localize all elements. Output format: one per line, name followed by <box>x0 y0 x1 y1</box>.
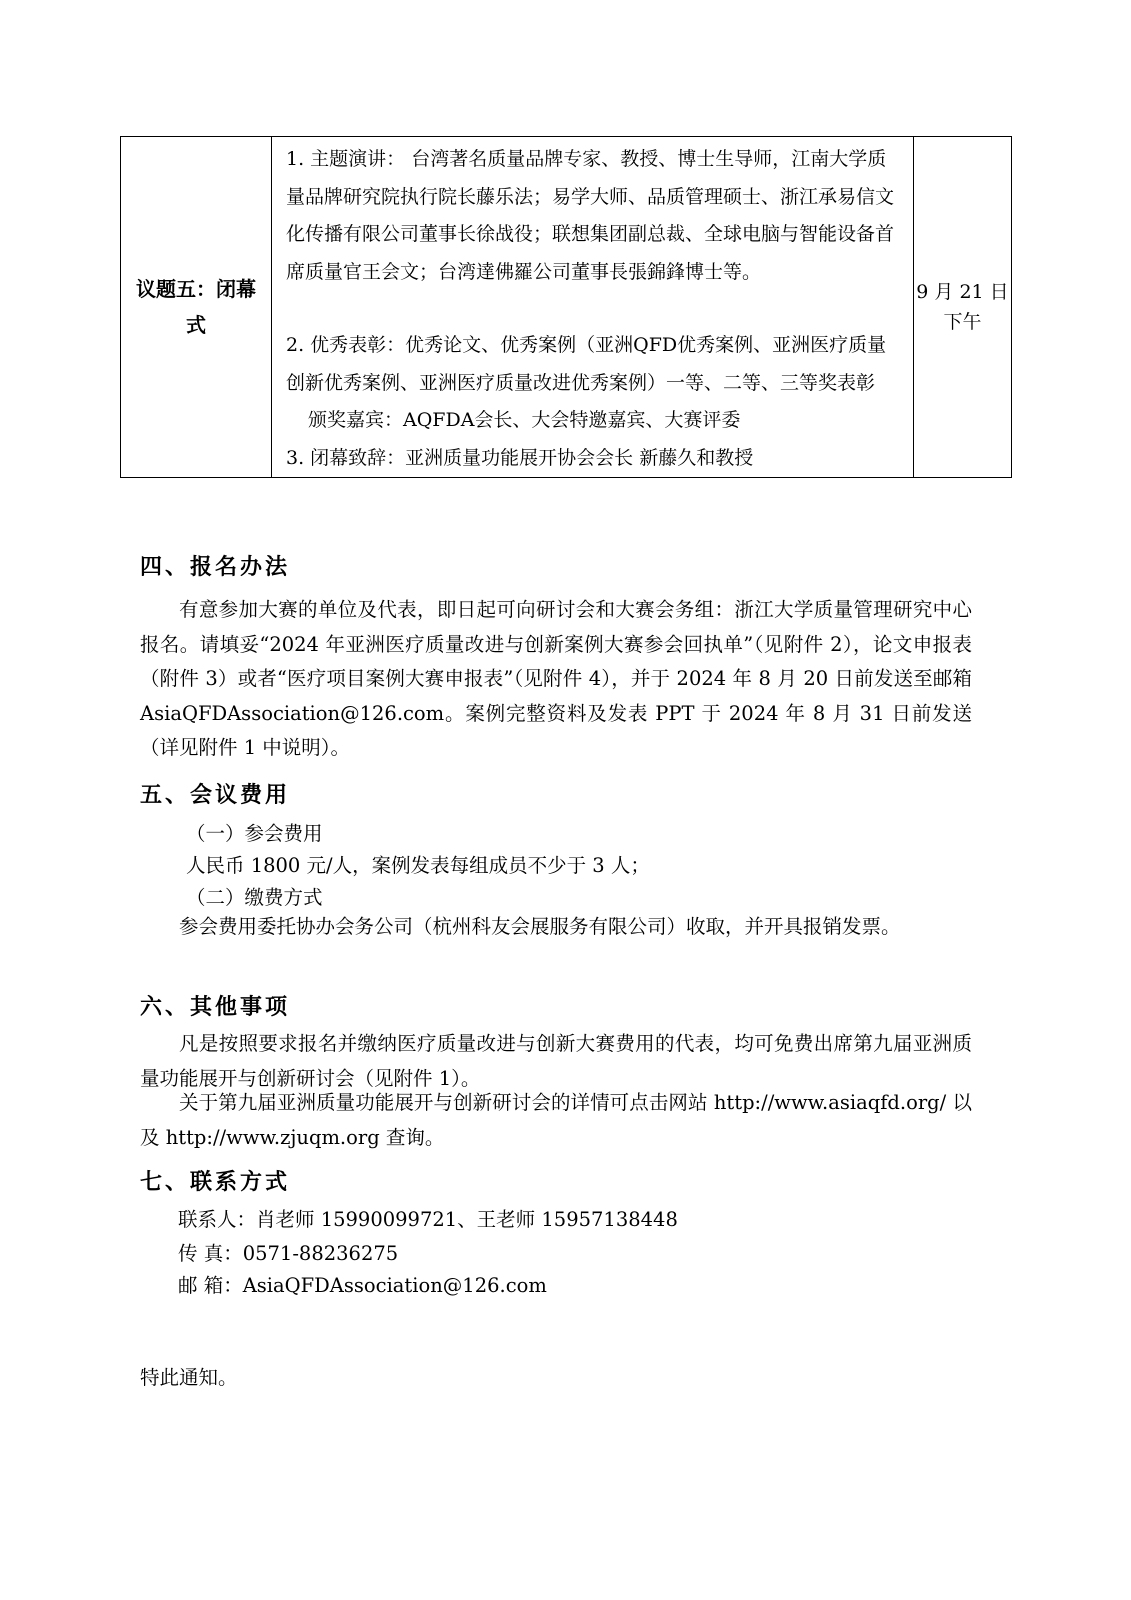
agenda-item-awards: 2. 优秀表彰：优秀论文、优秀案例（亚洲QFD优秀案例、亚洲医疗质量创新优秀案例、亚洲医疗质量改进优秀案例）一等、二等、三等奖表彰 <box>286 334 887 394</box>
agenda-topic: 议题五：闭幕式 <box>136 277 256 337</box>
fax-row <box>178 1238 398 1266</box>
closing-remark: 特此通知。 <box>140 1366 238 1389</box>
agenda-table <box>120 136 1012 478</box>
section-heading-fees: 五、会议费用 <box>140 782 291 808</box>
agenda-item-presenters: 颁奖嘉宾：AQFDA会长、大会特邀嘉宾、大赛评委 <box>308 409 741 431</box>
email-row <box>178 1270 547 1298</box>
agenda-row <box>121 137 1012 478</box>
payment-paragraph: 参会费用委托协办会务公司（杭州科友会展服务有限公司）收取，并开具报销发票。 <box>179 915 901 938</box>
contact-person-value: 肖老师 15990099721、王老师 15957138448 <box>256 1208 678 1231</box>
other-paragraph-2: 关于第九届亚洲质量功能展开与创新研讨会的详情可点击网站 http://www.asiaqfd.org/ 以及 http://www.zjuqm.org 查询。 <box>140 1091 972 1149</box>
section-heading-registration: 四、报名办法 <box>140 554 291 580</box>
section-heading-contact: 七、联系方式 <box>140 1169 291 1195</box>
agenda-item-closing-speech: 3. 闭幕致辞：亚洲质量功能展开协会会长 新藤久和教授 <box>286 446 754 469</box>
fax-label: 传 真： <box>178 1242 243 1265</box>
agenda-content-cell <box>272 137 914 478</box>
contact-person-label: 联系人： <box>178 1208 257 1231</box>
payment-subheading: （二）缴费方式 <box>186 886 323 909</box>
agenda-topic-cell <box>121 137 272 478</box>
other-paragraph-1: 凡是按照要求报名并缴纳医疗质量改进与创新大赛费用的代表，均可免费出席第九届亚洲质量功能展开与创新研讨会（见附件 1）。 <box>140 1032 972 1090</box>
registration-paragraph: 有意参加大赛的单位及代表，即日起可向研讨会和大赛会务组：浙江大学质量管理研究中心报名。请填妥“2024 年亚洲医疗质量改进与创新案例大赛参会回执单”（见附件 2），论文申报表（附件 3）或者“医疗项目案例大赛申报表”（见附件 4），并于 2024 年 8 月 20 日前发送至邮箱 AsiaQFDAssociation@126.com。案例完整资料及发表 PPT 于 2024 年 8 月 31 日前发送（详见附件 1 中说明）。 <box>140 598 972 759</box>
agenda-item-keynote: 1. 主题演讲： 台湾著名质量品牌专家、教授、博士生导师，江南大学质量品牌研究院执行院长藤乐法；易学大师、品质管理硕士、浙江承易信文化传播有限公司董事长徐战役；联想集团副总裁、全球电脑与智能设备首席质量官王会文；台湾達佛羅公司董事長張錦鋒博士等。 <box>286 148 895 283</box>
agenda-time-cell <box>914 137 1012 478</box>
email-label: 邮 箱： <box>178 1274 243 1297</box>
agenda-time-date: 9 月 21 日 <box>916 281 1009 303</box>
section-heading-other: 六、其他事项 <box>140 994 291 1020</box>
fax-value: 0571-88236275 <box>242 1242 399 1265</box>
contact-person-row <box>178 1204 678 1232</box>
email-value: AsiaQFDAssociation@126.com <box>242 1274 547 1297</box>
agenda-time-period: 下午 <box>943 311 982 333</box>
fee-subheading: （一）参会费用 <box>186 822 323 845</box>
fee-amount: 人民币 1800 元/人，案例发表每组成员不少于 3 人； <box>186 854 650 877</box>
